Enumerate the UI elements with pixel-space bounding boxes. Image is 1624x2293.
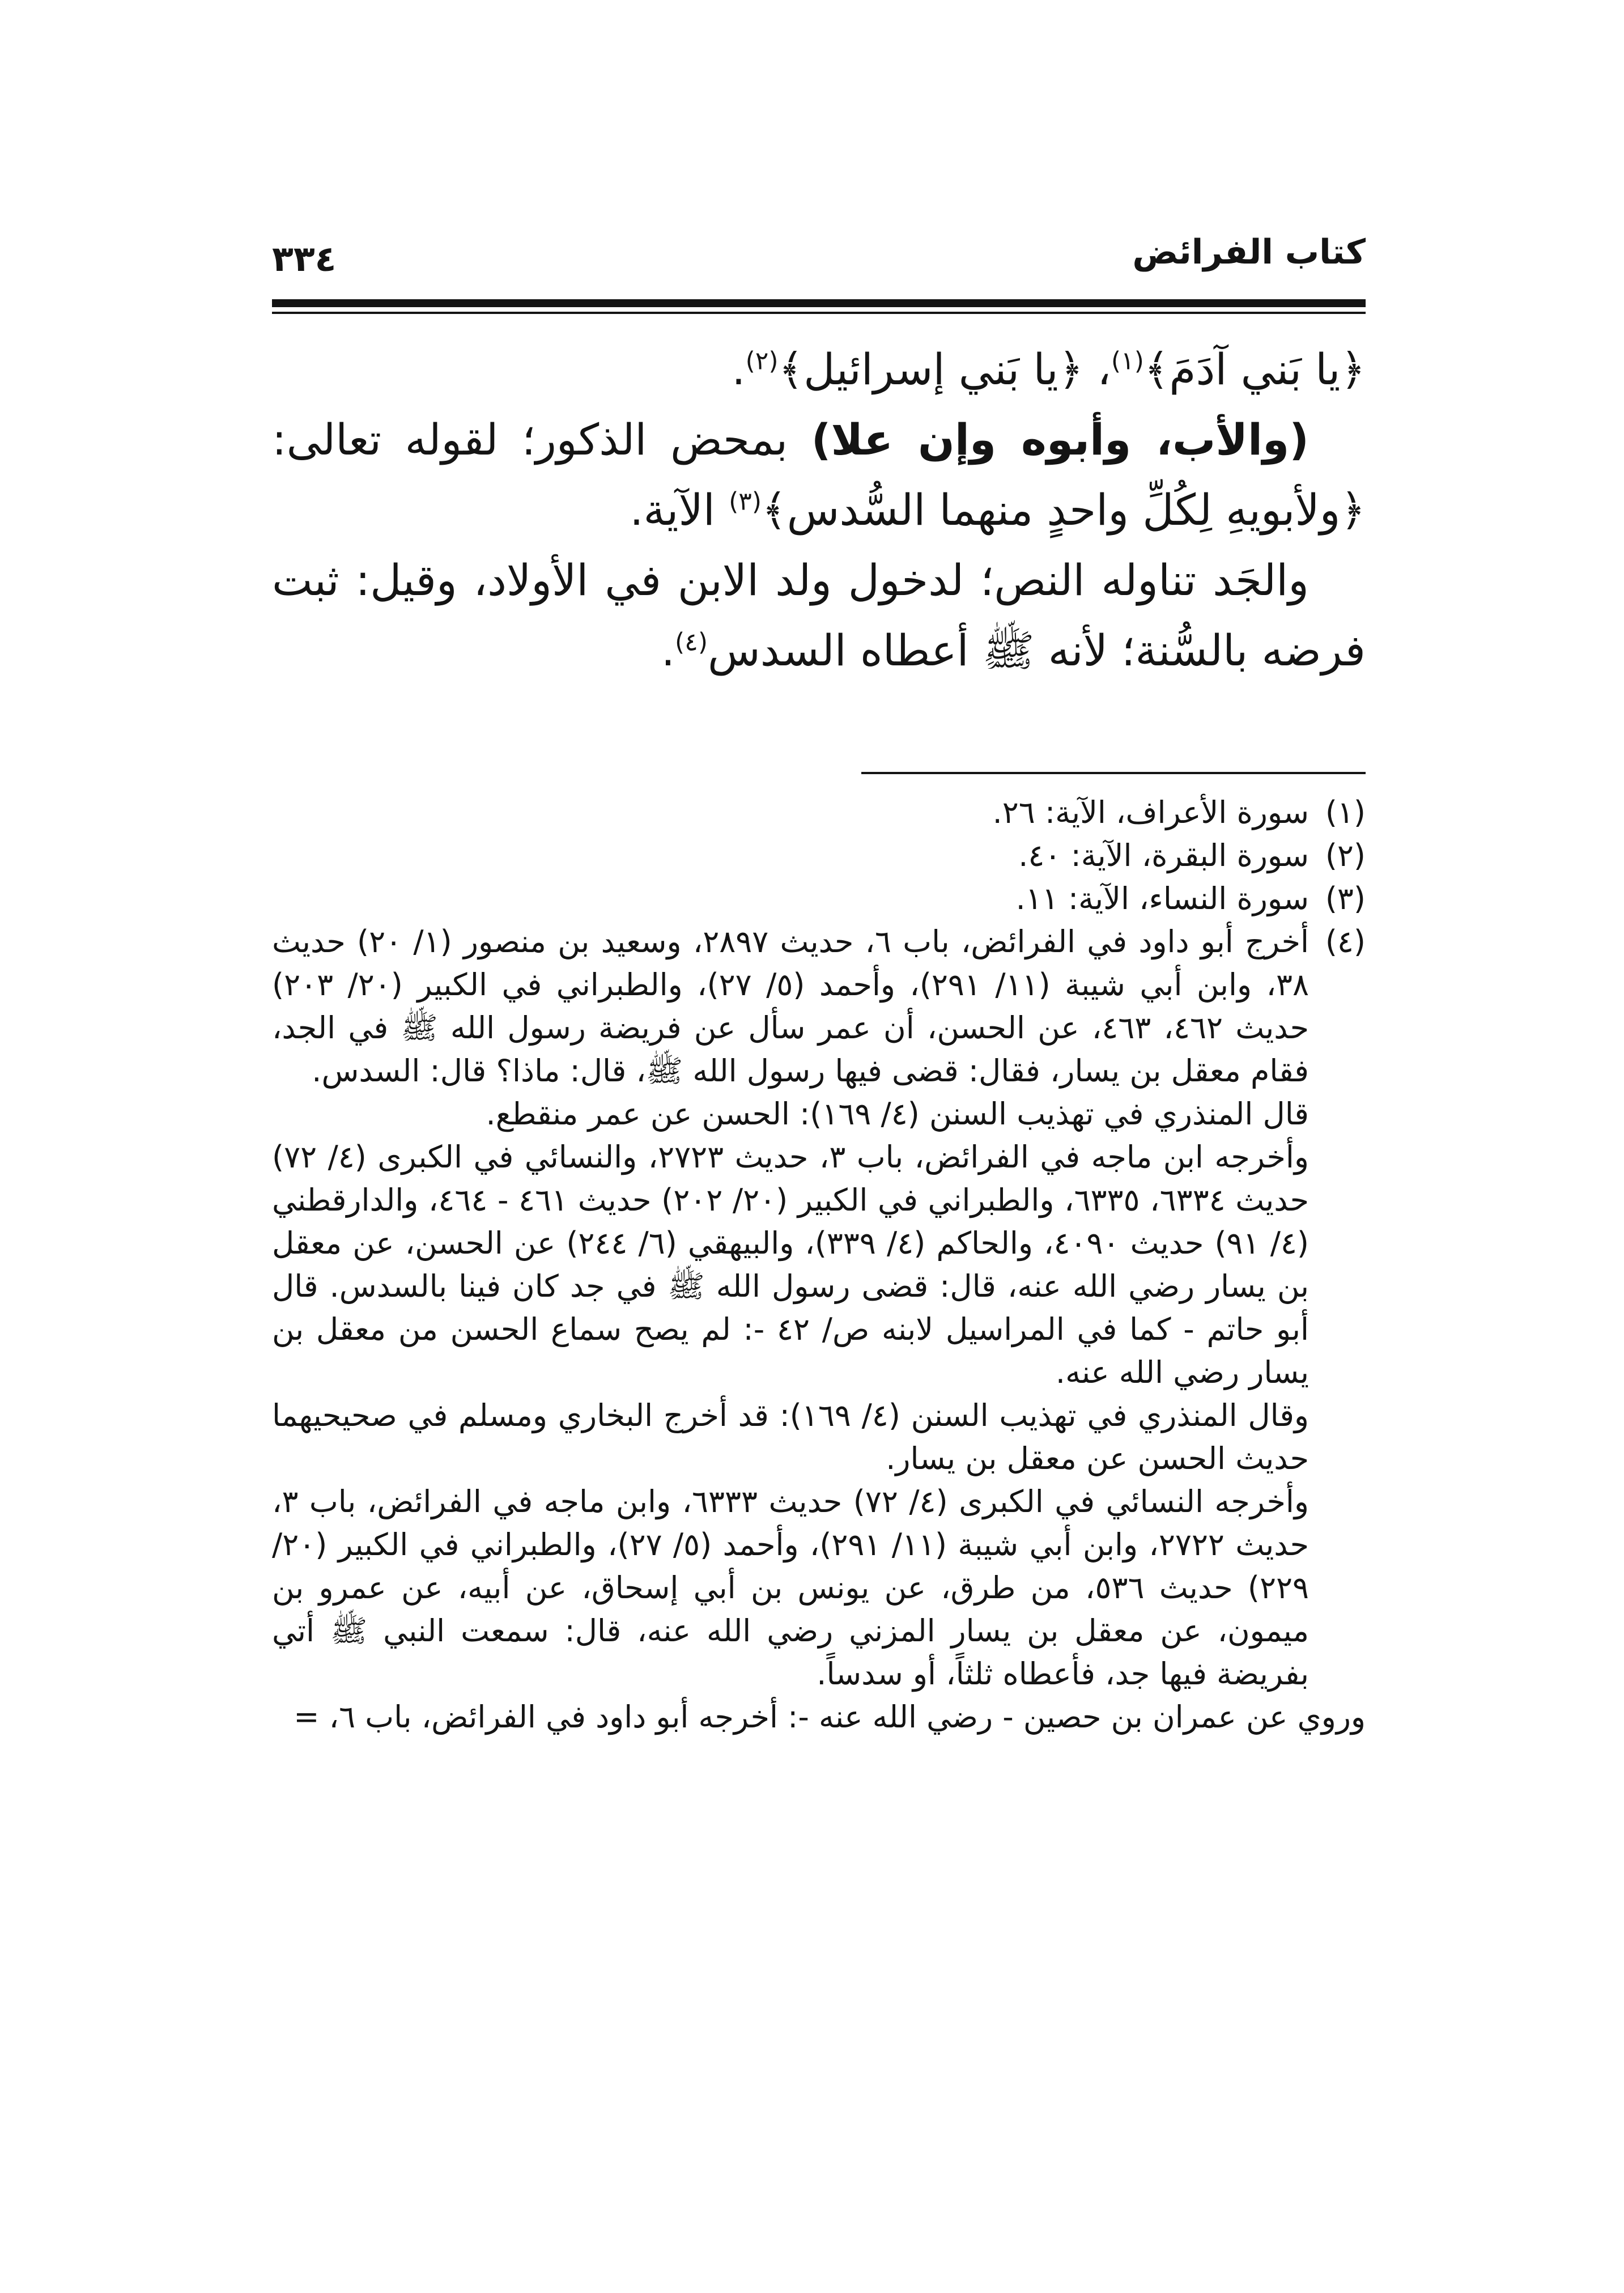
footnote-number: (٤) bbox=[1325, 924, 1366, 959]
footnote bbox=[272, 834, 1366, 877]
separator: ، bbox=[1083, 344, 1111, 394]
footnote-ref: (١) bbox=[1111, 346, 1144, 376]
paragraph-grandfather bbox=[272, 545, 1366, 686]
footnote-number: (٣) bbox=[1325, 881, 1366, 916]
page-header bbox=[272, 227, 1366, 289]
quran-verse: ﴿ولأبويهِ لِكُلِّ واحدٍ منهما السُّدس﴾ bbox=[762, 485, 1366, 535]
footnote-ref: (٢) bbox=[745, 346, 779, 376]
sharh-text: بمحض الذكور؛ لقوله تعالى: bbox=[272, 414, 811, 465]
header-rule-thin bbox=[272, 312, 1366, 314]
footnotes bbox=[272, 791, 1366, 1739]
footnote-ref: (٤) bbox=[675, 627, 708, 657]
footnote-text: وقال المنذري في تهذيب السنن (٤/ ١٦٩): قد أخرج البخاري ومسلم في صحيحيهما حديث الحسن عن معقل بن يسار. bbox=[272, 1398, 1309, 1476]
footnote-text: سورة النساء، الآية: ١١. bbox=[1015, 881, 1309, 916]
matn-text: (والأب، وأبوه وإن علا) bbox=[811, 414, 1310, 465]
footnote-number: (١) bbox=[1325, 795, 1366, 830]
footnote-number: (٢) bbox=[1325, 838, 1366, 873]
footnote-text: أخرج أبو داود في الفرائض، باب ٦، حديث ٢٨٩٧، وسعيد بن منصور (١/ ٢٠) حديث ٣٨، وابن أبي شيبة (١١/ ٢٩١)، وأحمد (٥/ ٢٧)، والطبراني في الكبير (٢٠/ ٢٠٣) حديث ٤٦٢، ٤٦٣، عن الحسن، أن عمر سأل عن فريضة رسول الله ﷺ في الجد، فقام معقل بن يسار، فقال: قضى فيها رسول الله ﷺ، قال: ماذا؟ قال: السدس. bbox=[272, 924, 1310, 1089]
footnote bbox=[272, 920, 1366, 1696]
quran-verse: ﴿يا بَني إسرائيل﴾ bbox=[778, 344, 1084, 394]
footnote-ref: (٣) bbox=[729, 487, 762, 516]
main-text bbox=[272, 334, 1366, 686]
footnote-text: قال المنذري في تهذيب السنن (٤/ ١٦٩): الحسن عن عمر منقطع. bbox=[486, 1096, 1309, 1132]
footnote bbox=[272, 791, 1366, 834]
quran-verse: ﴿يا بَني آدَمَ﴾ bbox=[1143, 344, 1366, 394]
footnote-text: سورة البقرة، الآية: ٤٠. bbox=[1018, 838, 1309, 873]
footnote-text: وأخرجه ابن ماجه في الفرائض، باب ٣، حديث ٢٧٢٣، والنسائي في الكبرى (٤/ ٧٢) حديث ٦٣٣٤، ٦٣٣٥، والطبراني في الكبير (٢٠/ ٢٠٢) حديث ٤٦١ - ٤٦٤، والدارقطني (٤/ ٩١) حديث ٤٠٩٠، والحاكم (٤/ ٣٣٩)، والبيهقي (٦/ ٢٤٤) عن الحسن، عن معقل بن يسار رضي الله عنه، قال: قضى رسول الله ﷺ في جد كان فينا بالسدس. قال أبو حاتم - كما في المراسيل لابنه ص/ ٤٢ -: لم يصح سماع الحسن من معقل بن يسار رضي الله عنه. bbox=[272, 1139, 1309, 1390]
header-rule-thick bbox=[272, 299, 1366, 307]
footnote bbox=[272, 877, 1366, 920]
paragraph-father bbox=[272, 405, 1366, 545]
footnote-continuation bbox=[272, 1696, 1366, 1739]
punctuation: . bbox=[661, 625, 675, 676]
sharh-text: والجَد تناوله النص؛ لدخول ولد الابن في الأولاد، وقيل: ثبت فرضه بالسُّنة؛ لأنه ﷺ أعطاه السدس bbox=[272, 555, 1366, 676]
footnote-text: وروي عن عمران بن حصين - رضي الله عنه -: أخرجه أبو داود في الفرائض، باب ٦، = bbox=[294, 1699, 1366, 1735]
paragraph-quran-verses bbox=[272, 334, 1366, 405]
sharh-text: الآية. bbox=[630, 485, 729, 535]
page-number: ٣٣٤ bbox=[272, 238, 337, 279]
running-title: كتاب الفرائض bbox=[1132, 232, 1366, 272]
punctuation: . bbox=[732, 344, 746, 394]
footnote-text: سورة الأعراف، الآية: ٢٦. bbox=[992, 795, 1309, 830]
footnote-text: وأخرجه النسائي في الكبرى (٤/ ٧٢) حديث ٦٣٣٣، وابن ماجه في الفرائض، باب ٣، حديث ٢٧٢٢، وابن أبي شيبة (١١/ ٢٩١)، وأحمد (٥/ ٢٧)، والطبراني في الكبير (٢٠/ ٢٢٩) حديث ٥٣٦، من طرق، عن يونس بن أبي إسحاق، عن أبيه، عن عمرو بن ميمون، عن معقل بن يسار المزني رضي الله عنه، قال: سمعت النبي ﷺ أتي بفريضة فيها جد، فأعطاه ثلثاً، أو سدساً. bbox=[272, 1484, 1310, 1692]
footnote-separator bbox=[861, 772, 1366, 774]
